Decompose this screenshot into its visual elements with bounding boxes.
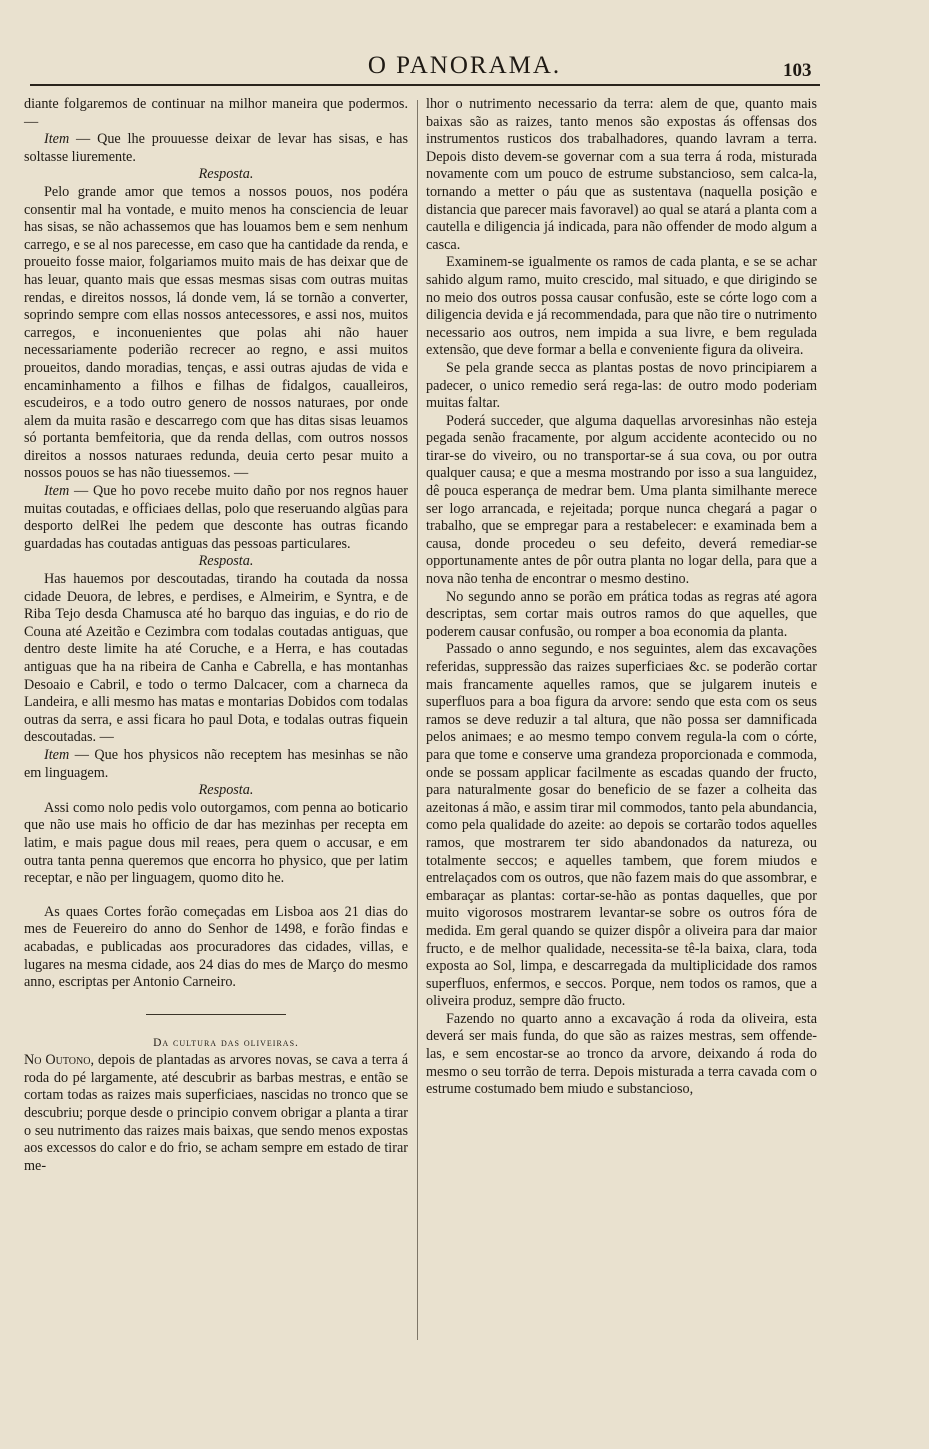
paragraph: No segundo anno se porão em prática todas as regras até agora descriptas, sem cortar mais outros ramos do que aquelles, que poderem causar confusão, ou romper a boa economia da planta. <box>426 588 817 640</box>
paragraph-text: , depois de plantadas as arvores novas, se cava a terra á roda do pé largamente, até descubrir as barbas mestras, e então se cortam todas as raizes mais superficiaes, nascidas no tronco que se descubriu; porque desde o principio convem obrigar a planta a tirar o seu nutrimento das raizes mais baixas, que sendo menos expostas aos excessos do calor e do frio, se acham sempre em estado de tirar me- <box>24 1052 409 1174</box>
item-text: — Que lhe prouuesse deixar de levar has sisas, e has soltasse liuremente. <box>24 131 408 165</box>
right-column <box>426 96 817 1099</box>
item-text: — Que hos physicos não receptem has mesinhas se não em linguagem. <box>24 746 408 781</box>
paragraph: Passado o anno segundo, e nos seguintes, alem das excavações referidas, suppressão das raizes superficiaes &c. se poderão cortar mais francamente aquelles ramos, que se julgarem inuteis e superfluos para a boa figura da arvore: sendo que esta com os seus ramos se deve reduzir a tal altura, que não possa ser damnificada pelos animaes; e ao mesmo tempo convem regula-la com o córte, para que tome e conserve uma grandeza proporcionada e commoda, onde se possam applicar facilmente as escadas quando der fructo, para naturalmente gosar do beneficio de se fazer a colheita das azeitonas á mão, e assim tirar mil commodos, tanto pela abundancia, como pela qualidade do azeite: ao depois se cortarão todos aquelles ramos, que mostrarem ter sido abandonados da natureza, ou totalmente seccos; e aquelles tambem, que forem miudos e entrelaçados com os outros, que não fazem mais do que assombrar, e embaraçar as plantas: cortar-se-hão as pontas daquelles, que por muito vigorosos mostrarem levantar-se sobre os outros fóra de medida. Em geral quando se quizer dispôr a oliveira para dar maior fructo, e de melhor qualidade, necessita-se tê-la baixa, clara, toda exposta ao Sol, limpa, e descarregada da multiplicidade dos ramos superfluos, enfermos, e seccos. Porque, nem todos os ramos, que a oliveira produz, sempre dão fructo. <box>426 641 817 1010</box>
column-divider <box>417 100 418 1340</box>
spacer <box>24 888 408 904</box>
paragraph: lhor o nutrimento necessario da terra: alem de que, quanto mais baixas são as raizes, tanto menos são expostas ás offensas dos instrumentos rusticos dos trabalhadores, quando lavram a terra. Depois disto devem-se governar com a sua terra á roda, misturada novamente com um pouco de estrume substancioso, sem calca-la, tornando a metter o páu que as sustentava (naquella posição e distancia que parecer mais favoravel) ao qual se atará a planta com a cautella e diligencia já indicada, para não offender de modo algum a casca. <box>426 96 817 253</box>
resposta-heading: Resposta. <box>198 166 254 183</box>
paragraph: Assi como nolo pedis volo outorgamos, com penna ao boticario que não use mais ho officio de dar has mezinhas per recepta em latim, e mais pague dous mil reaes, pera quem o accusar, e em outra tanta penna queremos que encorra ho physico, que per latim receptar, e não per linguagem, quomo dito he. <box>24 799 408 887</box>
page-title: O PANORAMA. <box>367 52 562 79</box>
paragraph <box>24 1052 408 1175</box>
paragraph: Examinem-se igualmente os ramos de cada planta, e se se achar sahido algum ramo, muito crescido, mal situado, e que dirigindo se no meio dos outros possa causar confusão, este se córte logo com a diligencia devida e já recommendada, para que não tire o nutrimento necessario aos outros, nem impida a sua livre, e bem regulada extensão, que deve formar a bella e conveniente figura da oliveira. <box>426 254 817 359</box>
lead-words: No Outono <box>24 1052 91 1069</box>
item-paragraph <box>24 483 408 553</box>
item-paragraph <box>24 131 408 166</box>
resposta-heading: Resposta. <box>198 553 254 570</box>
paragraph: Has hauemos por descoutadas, tirando ha coutada da nossa cidade Deuora, de lebres, e perdises, e Almeirim, e Syntra, e de Riba Tejo desda Chamusca até ho barquo das inguias, e do rio de Couna até Azeitão e Cezimbra com todalas coutadas antiguas, que dentro deste limite ha até Coruche, e a Herra, e has coutadas antiguas que ha na ribeira de Canha e Cabrella, e has montanhas Desoaio e Cabril, e todo o termo Dalcacer, com a charneca da Landeira, e alli mesmo has matas e montarias Dobidos com todalas outras da serra, e assi ficara ho paul Dota, e todalas outras fiquein descoutadas. — <box>24 571 408 746</box>
item-label: Item <box>44 746 70 763</box>
paragraph: As quaes Cortes forão começadas em Lisboa aos 21 dias do mes de Feuereiro do anno do Senhor de 1498, e forão findas e acabadas, e publicadas aos procuradores das cidades, villas, e lugares na mesma cidade, aos 24 dias do mes de Março do mesmo anno, escriptas per Antonio Carneiro. <box>24 903 408 991</box>
item-text: — Que ho povo recebe muito daño por nos regnos hauer muitas coutadas, e officiaes dellas, polo que reseruando algũas para desporto delRei lhe pedem que desconte has outras ficando guardadas has coutadas antiguas das pessoas particulares. <box>24 483 408 552</box>
section-separator <box>146 1014 286 1015</box>
paragraph: Poderá succeder, que alguma daquellas arvoresinhas não esteja pegada senão fracamente, por algum accidente acontecido ou no tirar-se do viveiro, ou no transportar-se á sua cova, ou por outra qualquer causa; e que a mesma mostrando por isso a sua languidez, dê pouca esperança de medrar bem. Uma planta similhante merece ser logo arrancada, e rejeitada; porque nunca chegará a pagar o trabalho, que se empregar para a restabelecer: e examinada bem a causa, donde procedeu o seu defeito, deverá remediar-se opportunamente antes de pôr outra planta no logar della, para que a nova não tenha de encontrar o mesmo destino. <box>426 412 817 588</box>
section-heading: Da cultura das oliveiras. <box>153 1036 299 1049</box>
item-paragraph <box>24 747 408 782</box>
item-label: Item <box>44 483 70 500</box>
paragraph: Fazendo no quarto anno a excavação á roda da oliveira, esta deverá ser mais funda, do que são as raizes mestras, sem offende-las, e sem encostar-se ao tronco da arvore, deixando á roda do mesmo o seu torrão de terra. Depois misturada a terra cavada com o estrume costumado bem miudo e substancioso, <box>426 1010 817 1098</box>
header-rule <box>30 84 820 86</box>
paragraph: diante folgaremos de continuar na milhor maneira que podermos. — <box>24 96 408 130</box>
paragraph: Se pela grande secca as plantas postas de novo principiarem a padecer, o unico remedio será rega-las: de outro modo poderiam muitas faltar. <box>426 359 817 412</box>
left-column <box>24 96 408 1175</box>
paragraph: Pelo grande amor que temos a nossos pouos, nos podéra consentir mal ha vontade, e muito menos ha consciencia de leuar has sisas, se não achassemos que has louamos bem e sem nenhum carrego, e se al nos parecesse, em caso que ha cantidade da renda, e proueito fosse maior, folgariamos muito mais de has deixar que de has leuar, quanto mais que essas mesmas sisas com outras muitas rendas, e direitos nossos, lá donde vem, lá se tornão a converter, soprindo sempre com ellas nossos antecessores, e assi nos, muitos carregos, e inconuenientes que polas ahi não hauer necessariamente poderião recrecer ao regno, e assi muitos proueitos, dando moradias, tenças, e assi outras ajudas de vida e encaminhamento a filhos e filhas de fidalgos, caualleiros, escudeiros, e a todo outro genero de nossos naturaes, por onde alem da muita rasão e descarrego com que has ditas sisas leuamos só portanta bemfeitoria, que da renda dellas, com outros nossos direitos a nossos naturaes redunda, deuia certo pesar muito a nossos pouos se has não tiuessemos. — <box>24 183 408 482</box>
item-label: Item <box>44 131 70 148</box>
resposta-heading: Resposta. <box>198 782 254 799</box>
page-number: 103 <box>783 60 812 81</box>
